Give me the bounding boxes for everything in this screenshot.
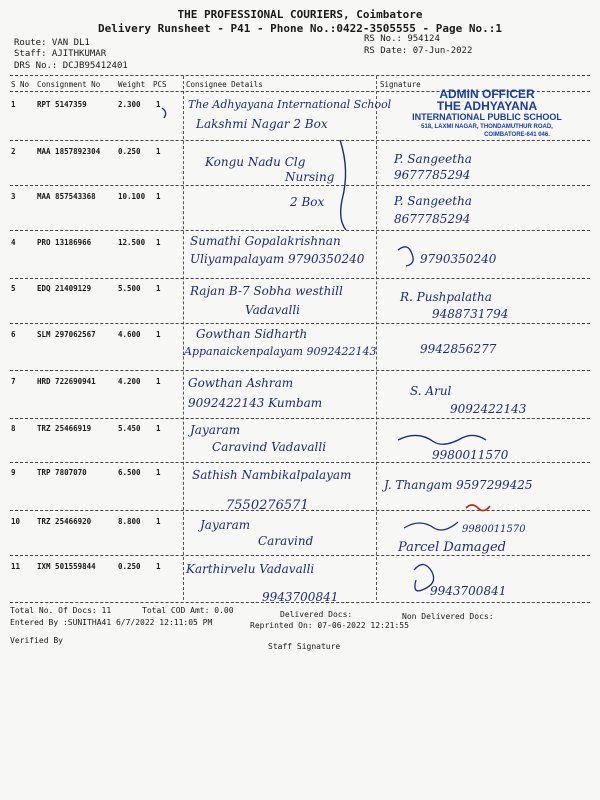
staff-label: Staff: AJITHKUMAR — [14, 49, 107, 59]
signature-handwriting: S. Arul — [410, 384, 452, 398]
reprinted-on: Reprinted On: 07-06-2022 12:21:55 — [250, 621, 409, 630]
damage-remark: Parcel Damaged — [398, 540, 506, 555]
staff-signature: Staff Signature — [268, 642, 341, 651]
col-pcs: PCS — [153, 80, 167, 89]
document-subtitle: Delivery Runsheet - P41 - Phone No.:0422-3505555 - Page No.:1 — [98, 22, 502, 35]
col-weight: Weight — [118, 80, 146, 89]
signature-handwriting: 9488731794 — [432, 307, 509, 321]
verified-by: Verified By — [10, 636, 63, 645]
consignee-handwriting: Sumathi Gopalakrishnan — [190, 234, 341, 248]
signature-handwriting: 8677785294 — [394, 212, 471, 226]
pen-stroke — [398, 247, 413, 266]
pen-stroke — [340, 140, 346, 230]
col-signature: Signature — [380, 80, 421, 89]
signature-handwriting: R. Pushpalatha — [400, 290, 492, 304]
signature-handwriting: 9943700841 — [430, 584, 507, 598]
signature-handwriting: 9980011570 — [462, 524, 526, 535]
delivered-docs: Delivered Docs: — [280, 610, 353, 619]
school-stamp: ADMIN OFFICER THE ADHYAYANA INTERNATIONAL PUBLIC SCHOOL 518, LAXMI NAGAR, THONDAMUTHUR ROAD, COIMBATORE-641 046. — [412, 87, 562, 138]
signature-handwriting: P. Sangeetha — [394, 194, 472, 208]
rs-date: RS Date: 07-Jun-2022 — [364, 46, 473, 56]
consignee-handwriting: Lakshmi Nagar 2 Box — [196, 117, 328, 131]
consignee-handwriting: Vadavalli — [245, 303, 301, 317]
consignee-handwriting: Karthirvelu Vadavalli — [186, 562, 315, 576]
consignee-handwriting: The Adhyayana International School — [188, 98, 392, 111]
consignee-handwriting: Nursing — [285, 170, 335, 184]
signature-handwriting: 9980011570 — [432, 448, 509, 462]
signature-handwriting: 9677785294 — [394, 168, 471, 182]
signature-handwriting: 9092422143 — [450, 402, 527, 416]
consignee-handwriting: 2 Box — [290, 195, 325, 209]
consignee-handwriting: 9092422143 Kumbam — [188, 396, 323, 410]
consignee-handwriting: Jayaram — [200, 518, 251, 532]
drs-number: DRS No.: DCJB95412401 — [14, 61, 128, 71]
signature-handwriting: J. Thangam 9597299425 — [384, 478, 533, 492]
rs-number: RS No.: 954124 — [364, 34, 440, 44]
red-pen-stroke — [466, 505, 490, 511]
consignee-handwriting: Gowthan Sidharth — [196, 327, 308, 341]
entered-by: Entered By :SUNITHA41 6/7/2022 12:11:05 PM — [10, 618, 213, 627]
consignee-handwriting: Sathish Nambikalpalayam — [192, 468, 352, 482]
col-consignee: Consignee Details — [186, 80, 263, 89]
consignee-handwriting: 7550276571 — [226, 498, 309, 513]
consignee-handwriting: Gowthan Ashram — [188, 376, 294, 390]
pen-stroke — [398, 435, 486, 444]
pen-stroke — [162, 108, 166, 118]
col-consignment: Consignment No — [37, 80, 101, 89]
signature-handwriting: 9942856277 — [420, 342, 497, 356]
consignee-handwriting: Rajan B-7 Sobha westhill — [190, 284, 343, 298]
document-title: THE PROFESSIONAL COURIERS, Coimbatore — [177, 8, 423, 21]
signature-handwriting: 9790350240 — [420, 252, 497, 266]
consignee-handwriting: Uliyampalayam 9790350240 — [190, 252, 365, 266]
route-label: Route: VAN DL1 — [14, 38, 90, 48]
non-delivered-docs: Non Delivered Docs: — [402, 612, 494, 621]
consignee-handwriting: Caravind Vadavalli — [212, 440, 327, 454]
consignee-handwriting: Kongu Nadu Clg — [205, 155, 306, 169]
pen-stroke — [414, 564, 434, 590]
pen-stroke — [404, 522, 458, 530]
consignee-handwriting: Caravind — [258, 534, 314, 548]
consignee-handwriting: Appanaickenpalayam 9092422143 — [184, 345, 377, 358]
total-cod: Total COD Amt: 0.00 — [142, 606, 234, 615]
col-sno: S No — [11, 80, 30, 89]
consignee-handwriting: Jayaram — [190, 423, 241, 437]
total-docs: Total No. Of Docs: 11 — [10, 606, 112, 615]
signature-handwriting: P. Sangeetha — [394, 152, 472, 166]
consignee-handwriting: 9943700841 — [262, 590, 339, 604]
